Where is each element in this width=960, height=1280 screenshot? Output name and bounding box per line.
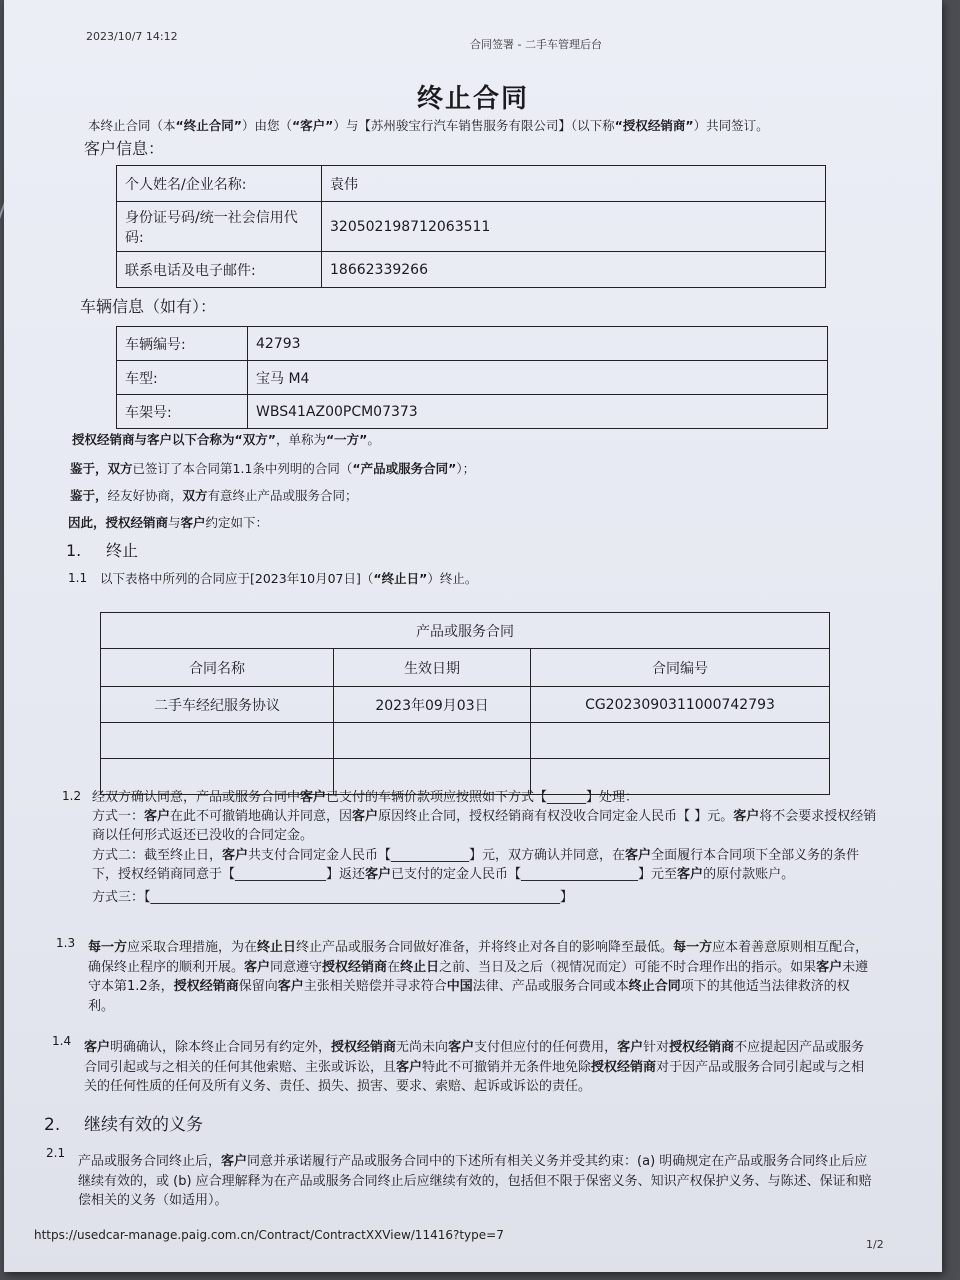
vehicle-vin-key: 车架号:: [117, 395, 248, 429]
clause-term: 客户: [448, 1040, 475, 1055]
clause-text: 方式二：截至终止日，: [92, 847, 223, 863]
intro-term-termination: “终止合同”: [175, 118, 242, 133]
section-title: 继续有效的义务: [84, 1115, 203, 1135]
clause-text: 已支付的车辆价款项应按照如下方式【______】处理：: [326, 790, 639, 805]
clause-text: 产品或服务合同终止后，: [78, 1154, 222, 1169]
clause-text: 无尚未向: [396, 1040, 449, 1055]
page-number: 1/2: [866, 1238, 884, 1251]
vehicle-id-value: 42793: [248, 327, 828, 361]
clause-term: 客户: [84, 1040, 111, 1055]
clause-text: 原因终止合同，授权经销商有权没收合同定金人民币【 】元。: [378, 809, 734, 825]
clause-text: 全面履行本合同项下全部义务的条件下，授权经销商同意于【______________】返还: [92, 847, 860, 882]
clause-text: 共支付合同定金人民币【____________】元，双方确认并同意，在: [248, 847, 626, 863]
contracts-table-caption: 产品或服务合同: [101, 613, 830, 649]
clause-text: 在此不可撤销地确认并同意，因: [170, 809, 353, 825]
contract-name-cell: [101, 723, 334, 759]
clause-term: 每一方: [88, 940, 128, 955]
table-row: [117, 361, 828, 395]
customer-contact-value: 18662339266: [322, 252, 826, 288]
vehicle-vin-value: WBS41AZ00PCM07373: [248, 395, 828, 429]
contract-date-cell: [334, 723, 531, 759]
clause-term: 终止日: [257, 940, 297, 955]
print-datetime: 2023/10/7 14:12: [86, 30, 178, 43]
customer-id-key: 身份证号码/统一社会信用代码:: [117, 202, 322, 252]
clause-1-3-number: 1.3: [56, 936, 76, 950]
parties-term: “双方”: [234, 432, 276, 447]
customer-info-table: [116, 165, 826, 288]
clause-text: 之前、当日及之后（视情况而定）可能不时合理作出的指示。如果: [439, 959, 817, 975]
clause-1-2-way-3: 方式三：【_______________________________________________________________】: [92, 890, 574, 906]
section-number: 2.: [44, 1115, 61, 1135]
clause-term: 客户: [677, 866, 704, 882]
section-1-heading: [66, 538, 138, 561]
clause-1-4-text: [84, 1038, 874, 1097]
clause-term: 客户: [300, 790, 327, 805]
parties-definition: [72, 430, 380, 449]
column-header: 合同名称: [101, 649, 334, 687]
column-header: 合同编号: [531, 649, 830, 687]
clause-2-1-number: 2.1: [46, 1146, 66, 1160]
contract-date-cell: 2023年09月03日: [334, 687, 531, 723]
document-page: [4, 0, 942, 1272]
whereas-term: 双方: [182, 488, 208, 503]
table-row: [117, 327, 828, 361]
therefore-text: 因此，授权经销商: [68, 515, 169, 530]
clause-term: 授权经销商: [591, 1059, 657, 1075]
therefore-text: 约定如下：: [205, 515, 269, 530]
clause-term: 授权经销商: [331, 1040, 397, 1055]
customer-id-value: 320502198712063511: [322, 202, 826, 252]
contract-number-cell: CG2023090311000742793: [531, 687, 830, 723]
vehicle-info-table: [116, 326, 828, 429]
print-footer-url: https://usedcar-manage.paig.com.cn/Contract/ContractXXView/11416?type=7: [34, 1228, 504, 1242]
vehicle-model-key: 车型:: [117, 361, 248, 395]
clause-text: 特此不可撤销并无条件地免除: [422, 1059, 592, 1075]
clause-2-1-text: [78, 1152, 872, 1211]
clause-term: 客户: [244, 959, 271, 975]
intro-text: ）由您（: [241, 118, 292, 133]
whereas-text: 经友好协商，: [107, 488, 183, 503]
clause-1-2-text: [92, 788, 878, 907]
clause-text: 保留向: [238, 979, 278, 994]
clause-term: 客户: [352, 809, 379, 825]
clause-term: 客户: [144, 809, 171, 825]
table-header-row: [101, 649, 830, 687]
whereas-text: 有意终止产品或服务合同；: [207, 488, 358, 503]
clause-text: 方式一：: [92, 809, 145, 825]
clause-term: 授权经销商: [669, 1040, 735, 1055]
clause-term: 客户: [733, 809, 760, 825]
customer-contact-key: 联系电话及电子邮件:: [117, 252, 322, 288]
print-page-title: 合同签署 - 二手车管理后台: [470, 38, 602, 51]
clause-text: 主张相关赔偿并寻求符合: [303, 979, 447, 994]
clause-term: 客户: [396, 1059, 423, 1075]
clause-term: 中国: [446, 979, 473, 994]
parties-text: ，单称为: [275, 432, 326, 447]
clause-text: 已支付的定金人民币【__________________】元至: [391, 866, 678, 882]
clause-term: 客户: [221, 1154, 248, 1169]
clause-term: 客户: [222, 847, 249, 863]
clause-term: 客户: [816, 959, 843, 975]
clause-term: 客户: [365, 866, 392, 882]
table-caption-row: [101, 613, 830, 649]
clause-1-4-number: 1.4: [52, 1034, 72, 1048]
therefore-text: 与: [168, 515, 181, 530]
clause-term: 终止日: [400, 959, 440, 975]
clause-text: 经双方确认同意，产品或服务合同中: [92, 790, 301, 805]
contract-name-cell: 二手车经纪服务协议: [101, 687, 334, 723]
clause-term: 每一方: [673, 940, 713, 955]
parties-text: 。: [367, 432, 380, 447]
clause-text: 应本着善意原则相互配合，确保终止程序的顺利开展。: [88, 940, 869, 975]
table-row: [101, 723, 830, 759]
customer-name-value: 袁伟: [322, 166, 826, 202]
clause-text: 在: [387, 959, 401, 975]
clause-text: 的原付款账户。: [703, 866, 795, 882]
clause-text: 明确确认，除本终止合同另有约定外，: [110, 1040, 332, 1055]
clause-text: 法律、产品或服务合同或本: [472, 979, 629, 994]
clause-text: 不应提起因产品或服务合同引起或与之相关的任何其他索赔、主张或诉讼，且: [84, 1040, 865, 1075]
clause-term: 终止合同: [628, 979, 681, 994]
clause-term: 客户: [277, 979, 304, 994]
clause-text: 终止产品或服务合同做好准备，并将终止对各自的影响降至最低。: [296, 940, 674, 955]
clause-1-2-number: 1.2: [62, 789, 82, 803]
clause-1-2-way-2: [92, 846, 878, 884]
customer-info-label: 客户信息：: [84, 139, 165, 158]
intro-text: ）与【苏州骏宝行汽车销售服务有限公司】（以下称: [333, 118, 615, 133]
clause-text: 支付但应付的任何费用，: [474, 1040, 618, 1055]
intro-text: ）共同签订。: [693, 118, 769, 133]
contracts-table: [100, 612, 830, 795]
whereas-2: [70, 486, 358, 505]
section-title: 终止: [106, 541, 139, 560]
therefore-term: 客户: [180, 515, 206, 530]
clause-1-3-text: [88, 938, 872, 1016]
table-row: [117, 202, 826, 252]
clause-term: “终止日”: [373, 571, 428, 586]
whereas-text: ）；: [456, 461, 476, 476]
table-row: [117, 252, 826, 288]
table-row: [117, 395, 828, 429]
clause-text: ）终止。: [427, 571, 478, 586]
clause-term: 客户: [617, 1040, 644, 1055]
parties-text: 授权经销商与客户以下合称为: [72, 432, 235, 447]
whereas-1: [70, 459, 475, 478]
column-header: 生效日期: [334, 649, 531, 687]
whereas-text: 鉴于，: [70, 488, 108, 503]
customer-name-key: 个人姓名/企业名称:: [117, 166, 322, 202]
intro-term-customer: “客户”: [291, 118, 334, 133]
clause-text: 以下表格中所列的合同应于[2023年10月07日]（: [100, 571, 374, 586]
clause-1-2-way-1: [92, 807, 878, 845]
table-row: [117, 166, 826, 202]
clause-text: 将不会要求授权经销商以任何形式返还已没收的合同定金。: [92, 809, 877, 844]
whereas-text: 鉴于，双方: [70, 461, 133, 476]
clause-text: 对于因产品或服务合同引起或与之相关的任何性质的任何及所有义务、责任、损失、损害、要求、索赔、起诉或诉讼的责任。: [84, 1059, 865, 1094]
clause-1-1-number: 1.1: [68, 571, 88, 585]
vehicle-info-label: 车辆信息（如有）：: [80, 297, 217, 316]
clause-text: 未遵守本第1.2条，: [88, 959, 869, 994]
therefore-line: [68, 513, 268, 532]
vehicle-id-key: 车辆编号:: [117, 327, 248, 361]
intro-term-dealer: “授权经销商”: [614, 118, 694, 133]
clause-1-2-intro: [92, 788, 878, 807]
whereas-term: “产品或服务合同”: [352, 461, 457, 476]
clause-text: 针对: [643, 1040, 670, 1055]
parties-term: “一方”: [325, 432, 368, 447]
contract-number-cell: [531, 723, 830, 759]
whereas-text: 已签订了本合同第1.1条中列明的合同（: [132, 461, 353, 476]
section-2-heading: [44, 1110, 203, 1135]
clause-text: 同意遵守: [270, 959, 323, 975]
intro-text: 本终止合同（本: [88, 118, 176, 133]
vehicle-model-value: 宝马 M4: [248, 361, 828, 395]
table-row: [101, 687, 830, 723]
clause-1-1-text: [100, 569, 477, 588]
document-title: 终止合同: [416, 84, 529, 114]
intro-paragraph: [88, 116, 902, 134]
clause-term: 授权经销商: [322, 959, 388, 975]
clause-text: 同意并承诺履行产品或服务合同中的下述所有相关义务并受其约束：(a) 明确规定在产品或服务合同终止后应继续有效的，或 (b) 应合理解释为在产品或服务合同终止后应继续有效的，包括但不限于保密义务、知识产权保护义务、与陈述、保证和赔偿相关的义务（如适用）。: [78, 1154, 872, 1208]
clause-term: 客户: [625, 847, 652, 863]
section-number: 1.: [66, 541, 82, 560]
clause-text: 应采取合理措施，为在: [127, 940, 258, 955]
clause-text: 项下的其他适当法律救济的权利。: [88, 979, 850, 1014]
clause-term: 授权经销商: [173, 979, 239, 994]
